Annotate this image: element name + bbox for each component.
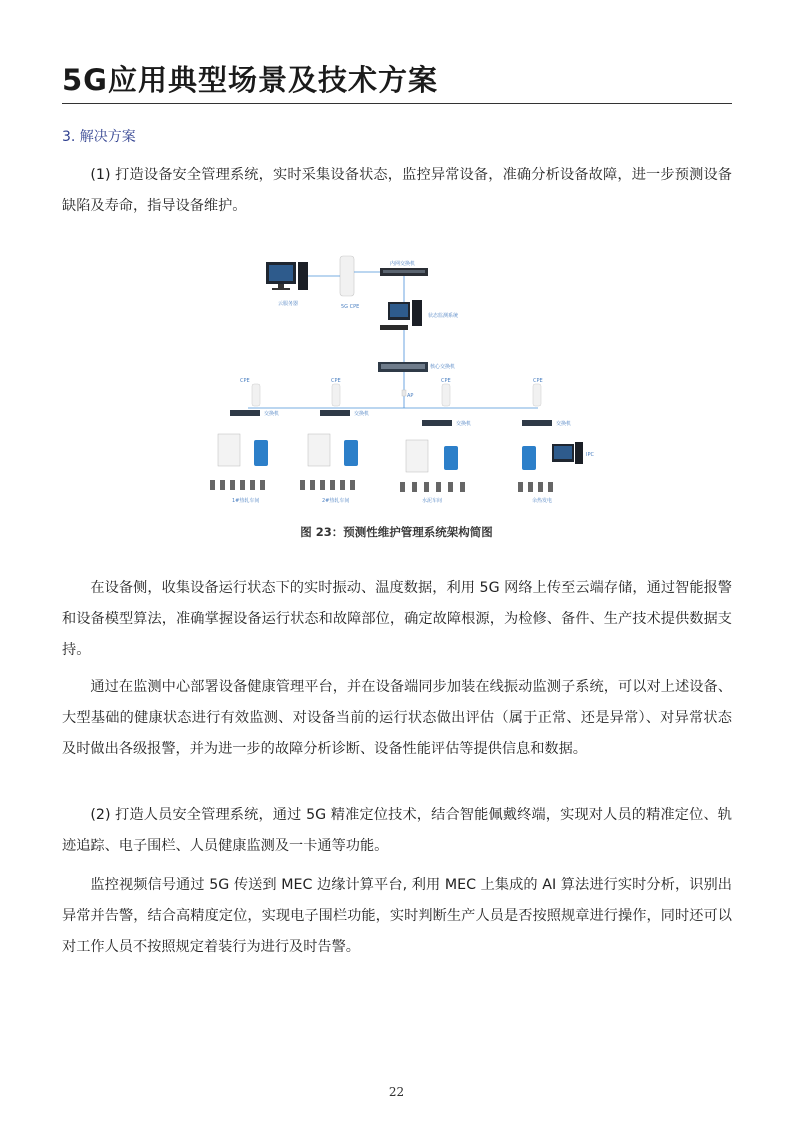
monitor-system-icon <box>380 300 422 330</box>
cpe-label-1: CPE <box>240 378 250 384</box>
core-switch-icon <box>378 362 428 372</box>
cpe-top-icon <box>340 256 354 296</box>
intranet-switch-icon <box>380 268 428 276</box>
page-number: 22 <box>388 1085 405 1099</box>
cpe-label-3: CPE <box>441 378 451 384</box>
cpe-label-4: CPE <box>533 378 543 384</box>
paragraph-2: 在设备侧，收集设备运行状态下的实时振动、温度数据，利用 5G 网络上传至云端存储，通过智能报警和设备模型算法，准确掌握设备运行状态和故障部位，确定故障根源，为检修、备件、生产技术提供数据支持。 <box>62 580 732 658</box>
title-rule <box>62 103 732 104</box>
cpe-top-label: 5G CPE <box>341 304 360 310</box>
group-2-label: 2#热轧车间 <box>322 498 350 504</box>
page-title: 5G应用典型场景及技术方案 <box>62 63 438 97</box>
cloud-server-icon <box>266 262 308 290</box>
ipc-label: IPC <box>586 452 594 458</box>
core-switch-label: 核心交换机 <box>430 364 456 370</box>
switch-label-4: 交换机 <box>556 421 572 427</box>
group-1-label: 1#热轧车间 <box>232 498 260 504</box>
group-3-equipment <box>400 440 465 492</box>
cpe-label-2: CPE <box>331 378 341 384</box>
group-2-equipment <box>300 434 358 490</box>
figure-caption: 图 23：预测性维护管理系统架构简图 <box>300 525 493 539</box>
monitor-system-label: 状态监测系统 <box>428 313 459 319</box>
cloud-server-label: 云服务器 <box>278 301 299 307</box>
intranet-switch-label: 内网交换机 <box>390 261 416 267</box>
cpe-group <box>252 384 541 406</box>
ap-label: AP <box>407 393 414 399</box>
architecture-diagram <box>200 250 600 505</box>
switch-label-2: 交换机 <box>354 411 370 417</box>
paragraph-5: 监控视频信号通过 5G 传送到 MEC 边缘计算平台, 利用 MEC 上集成的 AI 算法进行实时分析，识别出异常并告警，结合高精度定位，实现电子围栏功能，实时判断生产人员是否按照规章进行操作，同时还可以对工作人员不按照规定着装行为进行及时告警。 <box>62 877 732 955</box>
group-4-equipment <box>518 442 583 492</box>
switch-label-3: 交换机 <box>456 421 472 427</box>
paragraph-1: (1) 打造设备安全管理系统，实时采集设备状态，监控异常设备，准确分析设备故障，进一步预测设备缺陷及寿命，指导设备维护。 <box>62 167 732 214</box>
paragraph-4: (2) 打造人员安全管理系统，通过 5G 精准定位技术，结合智能佩戴终端，实现对人员的精准定位、轨迹追踪、电子围栏、人员健康监测及一卡通等功能。 <box>62 807 732 854</box>
group-1-equipment <box>210 434 268 490</box>
group-3-label: 水泥车间 <box>422 498 443 504</box>
switch-label-1: 交换机 <box>264 411 280 417</box>
section-title: 3. 解决方案 <box>62 129 136 145</box>
paragraph-3: 通过在监测中心部署设备健康管理平台，并在设备端同步加装在线振动监测子系统，可以对上述设备、大型基础的健康状态进行有效监测、对设备当前的运行状态做出评估（属于正常、还是异常）、对异常状态及时做出各级报警，并为进一步的故障分析诊断、设备性能评估等提供信息和数据。 <box>62 679 732 757</box>
group-4-label: 余热发电 <box>532 498 553 504</box>
